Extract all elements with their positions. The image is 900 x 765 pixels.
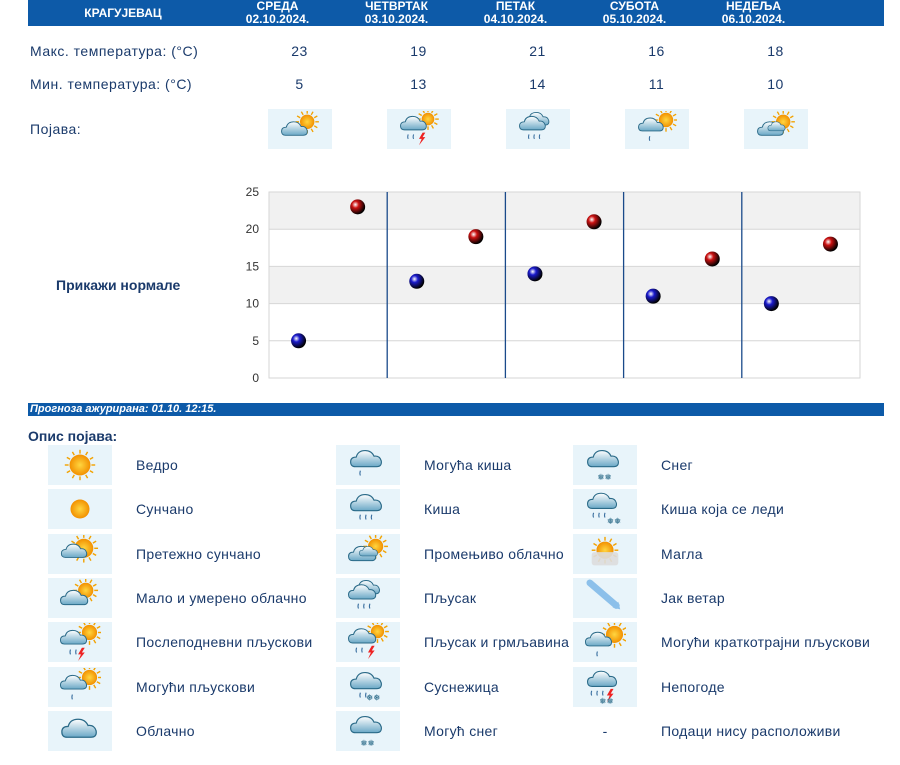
possible-showers-icon-drawing — [59, 668, 101, 706]
min-temp-value: 13 — [410, 76, 427, 92]
legend-label: Суснежица — [424, 678, 500, 695]
min-temp-point[interactable] — [646, 289, 661, 304]
variable-cloudy-icon-drawing — [347, 535, 389, 573]
legend-label: Магла — [661, 545, 703, 562]
possible-short-showers-icon — [573, 622, 637, 662]
thunder-shower-icon-drawing — [399, 111, 439, 147]
shower-icon — [336, 578, 400, 618]
partly-cloudy-icon-drawing — [59, 579, 101, 617]
legend-label: Ведро — [136, 457, 179, 473]
day-header: НЕДЕЉА 06.10.2024. — [721, 0, 786, 26]
max-temp-point[interactable] — [705, 251, 720, 266]
max-temp-point[interactable] — [823, 237, 838, 252]
max-temp-value: 21 — [529, 43, 546, 59]
forecast-updated-bar: Прогноза ажурирана: 01.10. 12:15. — [28, 403, 884, 416]
svg-text:❅❅: ❅❅ — [597, 472, 612, 483]
legend-title: Опис појава: — [28, 428, 118, 444]
legend-label: Могућ снег — [424, 722, 499, 739]
freezing-rain-icon — [573, 489, 637, 529]
min-temp-label: Мин. температура: (°C) — [30, 76, 193, 92]
max-temp-value: 19 — [410, 43, 427, 59]
storm-icon-drawing — [584, 668, 626, 706]
phenomenon-label: Појава: — [30, 121, 82, 137]
max-temp-row — [28, 41, 884, 61]
variable-cloudy-icon — [744, 109, 808, 149]
thunder-shower-icon-drawing — [347, 623, 389, 661]
legend-label: Пљусак и грмљавина — [424, 634, 570, 651]
legend-item — [573, 489, 873, 529]
legend-label: Промењиво облачно — [424, 545, 564, 562]
thunder-shower-icon — [387, 109, 451, 149]
min-temp-value: 10 — [767, 76, 784, 92]
forecast-header — [28, 0, 884, 26]
legend-label: Послеподневни пљускови — [136, 634, 313, 651]
legend-item — [48, 578, 348, 618]
shower-icon-drawing — [518, 111, 558, 147]
max-temp-value: 23 — [291, 43, 308, 59]
cloudy-icon — [48, 711, 112, 751]
legend-label: Претежно сунчано — [136, 545, 261, 562]
svg-text:❅❅: ❅❅ — [360, 737, 375, 748]
day-header: СРЕДА 02.10.2024. — [245, 0, 310, 26]
possible-shower-icon — [625, 109, 689, 149]
legend-item — [573, 534, 873, 574]
strong-wind-icon — [573, 578, 637, 618]
show-normals-link[interactable]: Прикажи нормале — [56, 277, 181, 293]
legend-label: Сунчано — [136, 501, 194, 518]
legend-label: Снег — [661, 457, 693, 473]
min-temp-value: 11 — [648, 76, 665, 92]
legend-item — [48, 622, 348, 662]
legend-label: Мало и умерено облачно — [136, 589, 307, 606]
clear-sun-icon-drawing — [59, 446, 101, 484]
legend-item — [48, 489, 348, 529]
svg-text:❅❅: ❅❅ — [606, 516, 622, 527]
partly-cloudy-icon — [48, 578, 112, 618]
rain-icon — [336, 489, 400, 529]
snow-icon — [573, 445, 637, 485]
legend-label: Могућа киша — [424, 457, 512, 473]
svg-text:❅❅: ❅❅ — [599, 695, 614, 706]
y-tick-label: 0 — [252, 371, 259, 385]
legend-label: Пљусак — [424, 589, 477, 606]
max-temp-value: 18 — [767, 43, 784, 59]
strong-wind-icon-drawing — [584, 579, 626, 617]
sun-icon-drawing — [59, 490, 101, 528]
possible-shower-icon-drawing — [637, 111, 677, 147]
legend-label: Киша — [424, 501, 461, 518]
clear-sun-icon — [48, 445, 112, 485]
min-temp-value: 5 — [295, 76, 304, 92]
min-temp-point[interactable] — [409, 274, 424, 289]
day-header: СУБОТА 05.10.2024. — [602, 0, 667, 26]
possible-rain-icon-drawing — [347, 446, 389, 484]
variable-cloudy-icon — [336, 534, 400, 574]
min-temp-value: 14 — [529, 76, 546, 92]
legend-item — [573, 622, 873, 662]
y-tick-label: 20 — [245, 222, 259, 237]
legend-item — [573, 578, 873, 618]
max-temp-point[interactable] — [587, 214, 602, 229]
possible-showers-icon — [48, 667, 112, 707]
legend-label: Могући пљускови — [136, 678, 256, 695]
afternoon-showers-icon — [48, 622, 112, 662]
fog-icon — [573, 534, 637, 574]
legend-label: Непогоде — [661, 678, 725, 695]
day-header: ЧЕТВРТАК 03.10.2024. — [364, 0, 429, 26]
y-tick-label: 5 — [252, 333, 259, 348]
legend-item — [48, 445, 348, 485]
legend-item — [48, 711, 348, 751]
variable-cloudy-icon-drawing — [756, 111, 796, 147]
sleet-icon — [336, 667, 400, 707]
sleet-icon-drawing — [347, 668, 389, 706]
legend-label: Подаци нису расположиви — [661, 722, 841, 739]
legend-label: Киша која се леди — [661, 501, 785, 518]
storm-icon — [573, 667, 637, 707]
possible-snow-icon — [336, 711, 400, 751]
freezing-rain-icon-drawing — [584, 490, 626, 528]
possible-rain-icon — [336, 445, 400, 485]
max-temp-value: 16 — [648, 43, 665, 59]
snow-icon-drawing — [584, 446, 626, 484]
max-temp-point[interactable] — [468, 229, 483, 244]
shower-icon — [506, 109, 570, 149]
sun-icon — [48, 489, 112, 529]
fog-icon-drawing — [584, 535, 626, 573]
max-temp-point[interactable] — [350, 199, 365, 214]
min-temp-point[interactable] — [527, 266, 542, 281]
legend-label: Облачно — [136, 722, 195, 739]
cloudy-icon-drawing — [59, 712, 101, 750]
legend-item — [48, 534, 348, 574]
legend-label: Јак ветар — [661, 589, 725, 606]
legend-item — [573, 667, 873, 707]
y-tick-label: 15 — [245, 259, 259, 274]
day-header: ПЕТАК 04.10.2024. — [483, 0, 548, 26]
partly-sunny-cloud-icon-drawing — [280, 111, 320, 147]
legend-item — [48, 667, 348, 707]
no-data-dash: - — [602, 722, 608, 739]
min-temp-row — [28, 74, 884, 94]
partly-sunny-cloud-icon — [268, 109, 332, 149]
shower-icon-drawing — [347, 579, 389, 617]
chart-y-tick-labels — [246, 185, 260, 385]
temperature-chart — [230, 183, 870, 388]
afternoon-showers-icon-drawing — [59, 623, 101, 661]
min-temp-point[interactable] — [291, 333, 306, 348]
possible-short-showers-icon-drawing — [584, 623, 626, 661]
legend-item — [573, 445, 873, 485]
min-temp-point[interactable] — [764, 296, 779, 311]
mostly-sunny-icon-drawing — [59, 535, 101, 573]
city-name: КРАГУЈЕВАЦ — [84, 6, 162, 20]
rain-icon-drawing — [347, 490, 389, 528]
max-temp-label: Макс. температура: (°C) — [30, 43, 199, 59]
legend-item — [573, 711, 873, 751]
thunder-shower-icon — [336, 622, 400, 662]
y-tick-label: 10 — [245, 296, 259, 311]
possible-snow-icon-drawing — [347, 712, 389, 750]
y-tick-label: 25 — [245, 185, 259, 199]
legend-label: Могући краткотрајни пљускови — [661, 634, 871, 651]
mostly-sunny-icon — [48, 534, 112, 574]
svg-text:❅❅: ❅❅ — [366, 691, 381, 702]
phenomenon-row — [28, 108, 884, 150]
